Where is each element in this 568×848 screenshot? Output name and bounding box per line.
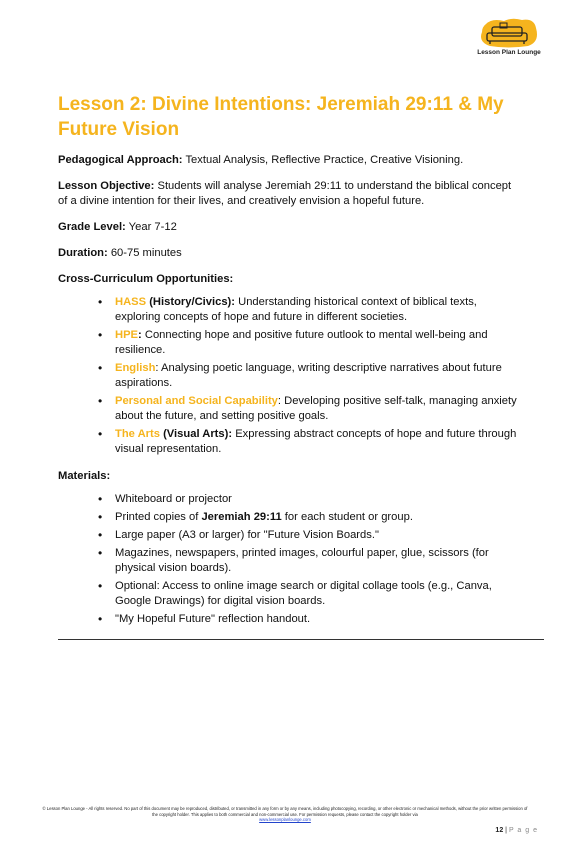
section-divider bbox=[58, 639, 544, 640]
lesson-objective bbox=[58, 179, 520, 209]
objective-label: Lesson Objective: bbox=[58, 180, 155, 192]
page-title: Lesson 2: Divine Intentions: Jeremiah 29:11 & My Future Vision bbox=[58, 94, 504, 140]
list-item: • Printed copies of Jeremiah 29:11 for each student or group. bbox=[98, 510, 520, 525]
cross-curriculum-list bbox=[98, 295, 520, 457]
couch-logo-icon bbox=[478, 18, 540, 48]
duration-label: Duration: bbox=[58, 247, 108, 259]
objective-value: Students will analyse Jeremiah 29:11 to understand the biblical concept of a divine intention for their lives, and creatively envision a hopeful future. bbox=[58, 180, 512, 207]
brand-logo bbox=[476, 18, 542, 56]
approach-value: Textual Analysis, Reflective Practice, Creative Visioning. bbox=[182, 154, 464, 166]
duration-value: 60-75 minutes bbox=[107, 247, 182, 259]
materials-list bbox=[98, 492, 520, 627]
grade-level bbox=[58, 220, 520, 235]
list-item: • Personal and Social Capability: Developing positive self-talk, managing anxiety about the future, and setting positive goals. bbox=[98, 394, 520, 424]
list-item: • The Arts (Visual Arts): Expressing abstract concepts of hope and future through visual representation. bbox=[98, 427, 520, 457]
list-item: • English: Analysing poetic language, writing descriptive narratives about future aspirations. bbox=[98, 361, 520, 391]
grade-value: Year 7-12 bbox=[125, 221, 177, 233]
materials-heading: Materials: bbox=[58, 470, 111, 482]
lesson-body bbox=[58, 153, 520, 639]
list-item: • Magazines, newspapers, printed images, colourful paper, glue, scissors (for physical vision boards). bbox=[98, 546, 520, 576]
logo-text: Lesson Plan Lounge bbox=[477, 49, 541, 56]
page-number: 12 | P a g e bbox=[495, 827, 538, 834]
duration bbox=[58, 246, 520, 261]
cross-curriculum-heading: Cross-Curriculum Opportunities: bbox=[58, 273, 234, 285]
list-item: • Large paper (A3 or larger) for "Future Vision Boards." bbox=[98, 528, 520, 543]
list-item: • HPE: Connecting hope and positive future outlook to mental well-being and resilience. bbox=[98, 328, 520, 358]
website-link[interactable]: www.lessonplanlounge.com bbox=[259, 817, 311, 823]
list-item: • "My Hopeful Future" reflection handout. bbox=[98, 612, 520, 627]
copyright-footer bbox=[40, 806, 530, 823]
approach-label: Pedagogical Approach: bbox=[58, 154, 183, 166]
copyright-text: © Lesson Plan Lounge - All rights reserved. No part of this document may be reproduced, distributed, or transmitted in any form or by any means, including photocopying, recording, or other electronic or mechanical methods, without the prior written permission of the copyright holder. This applies to both commercial and non-commercial use. For permission requests, please contact the copyright holder via bbox=[42, 806, 528, 817]
pedagogical-approach bbox=[58, 153, 520, 168]
list-item: • HASS (History/Civics): Understanding historical context of biblical texts, exploring concepts of hope and future in different societies. bbox=[98, 295, 520, 325]
grade-label: Grade Level: bbox=[58, 221, 126, 233]
list-item: • Optional: Access to online image search or digital collage tools (e.g., Canva, Google Drawings) for digital vision boards. bbox=[98, 579, 520, 609]
list-item: • Whiteboard or projector bbox=[98, 492, 520, 507]
